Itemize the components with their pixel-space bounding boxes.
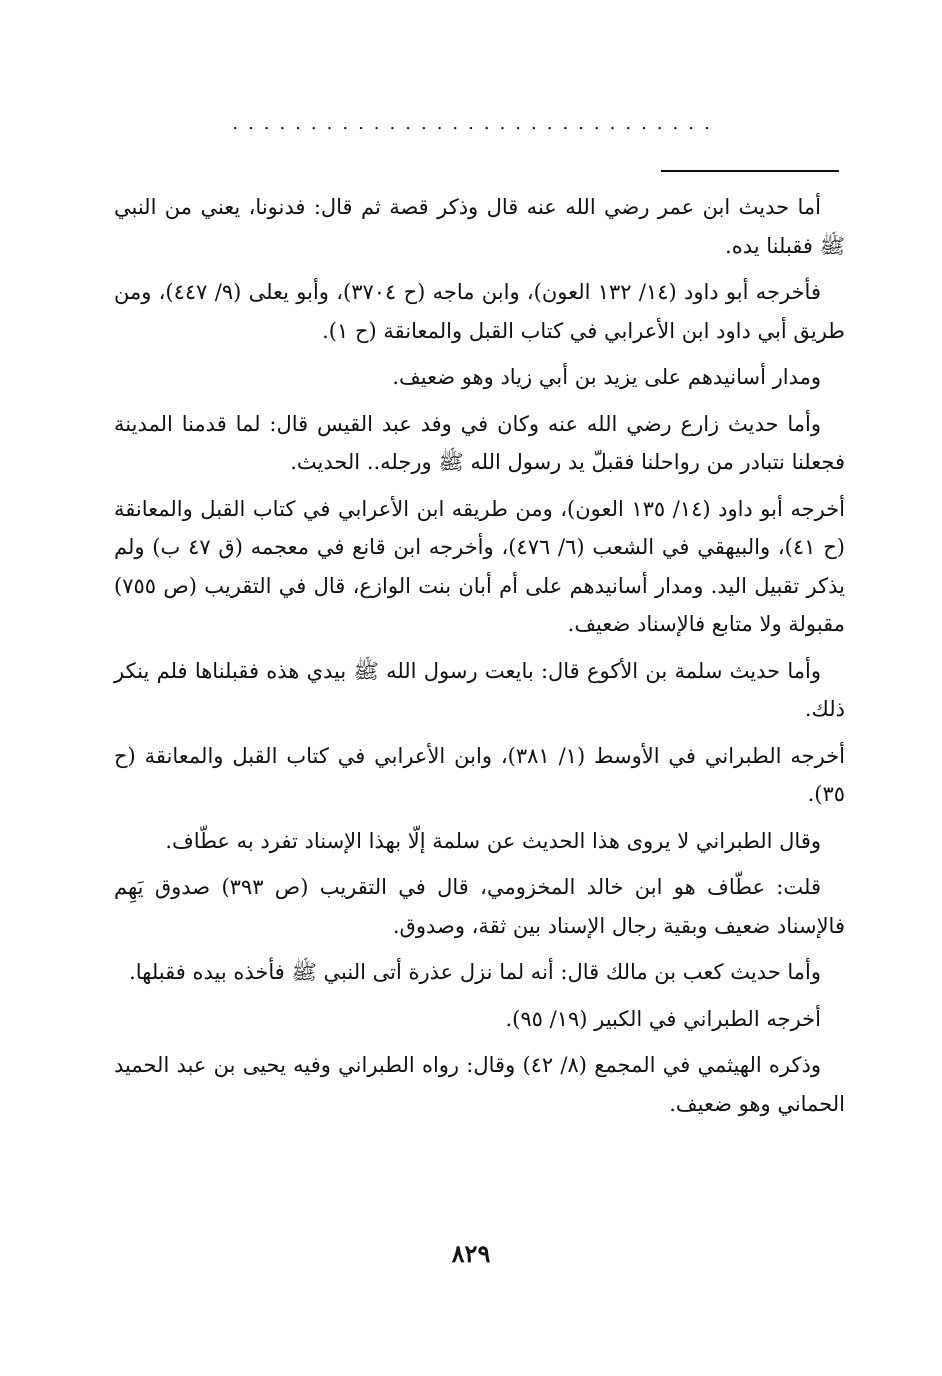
paragraph-kaab-takhrij: أخرجه الطبراني في الكبير (١٩/ ٩٥). — [505, 1006, 821, 1031]
paragraph-ibn-umar-hadith: أما حديث ابن عمر رضي الله عنه قال وذكر قصة ثم قال: فدنونا، يعني من النبي ﷺ فقبلنا يده. — [114, 195, 845, 258]
paragraph-ibn-umar-isnad: ومدار أسانيدهم على يزيد بن أبي زياد وهو ضعيف. — [392, 365, 821, 389]
paragraph-salama-takhrij: أخرجه الطبراني في الأوسط (١/ ٣٨١)، وابن الأعرابي في كتاب القبل والمعانقة (ح ٣٥). — [114, 743, 845, 806]
paragraph-haythami-note: وذكره الهيثمي في المجمع (٨/ ٤٢) وقال: رواه الطبراني وفيه يحيى بن عبد الحميد الحماني وهو ضعيف. — [114, 1053, 845, 1116]
paragraph-zari-takhrij: أخرجه أبو داود (١٤/ ١٣٥ العون)، ومن طريقه ابن الأعرابي في كتاب القبل والمعانقة (ح ٤١)، والبيهقي في الشعب (٦/ ٤٧٦)، وأخرجه ابن قانع في معجمه (ق ٤٧ ب) ولم يذكر تقبيل اليد. ومدار أسانيدهم على أم أبان بنت الوازع، قال في التقريب (ص ٧٥٥) مقبولة ولا متابع فالإسناد ضعيف. — [114, 496, 845, 636]
page-body — [114, 188, 845, 1131]
paragraph-tabarani-comment: وقال الطبراني لا يروى هذا الحديث عن سلمة إلّا بهذا الإسناد تفرد به عطّاف. — [165, 828, 821, 853]
page-number: ٨٢٩ — [451, 1239, 491, 1268]
separator-line — [661, 170, 839, 172]
paragraph-kaab-hadith: وأما حديث كعب بن مالك قال: أنه لما نزل عذرة أتى النبي ﷺ فأخذه بيده فقبلها. — [129, 960, 821, 984]
decorative-dot-rule: ............................... — [232, 113, 720, 134]
paragraph-ibn-umar-takhrij: فأخرجه أبو داود (١٤/ ١٣٢ العون)، وابن ماجه (ح ٣٧٠٤)، وأبو يعلى (٩/ ٤٤٧)، ومن طريق أبي داود ابن الأعرابي في كتاب القبل والمعانقة (ح ١). — [114, 280, 845, 343]
paragraph-attaf-note: قلت: عطّاف هو ابن خالد المخزومي، قال في التقريب (ص ٣٩٣) صدوق يَهِم فالإسناد ضعيف وبقية رجال الإسناد بين ثقة، وصدوق. — [114, 875, 845, 938]
paragraph-zari-hadith: وأما حديث زارع رضي الله عنه وكان في وفد عبد القيس قال: لما قدمنا المدينة فجعلنا نتبادر من رواحلنا فقبلّ يد رسول الله ﷺ ورجله.. الحديث. — [114, 411, 845, 474]
paragraph-salama-hadith: وأما حديث سلمة بن الأكوع قال: بايعت رسول الله ﷺ بيدي هذه فقبلناها فلم ينكر ذلك. — [114, 658, 845, 721]
